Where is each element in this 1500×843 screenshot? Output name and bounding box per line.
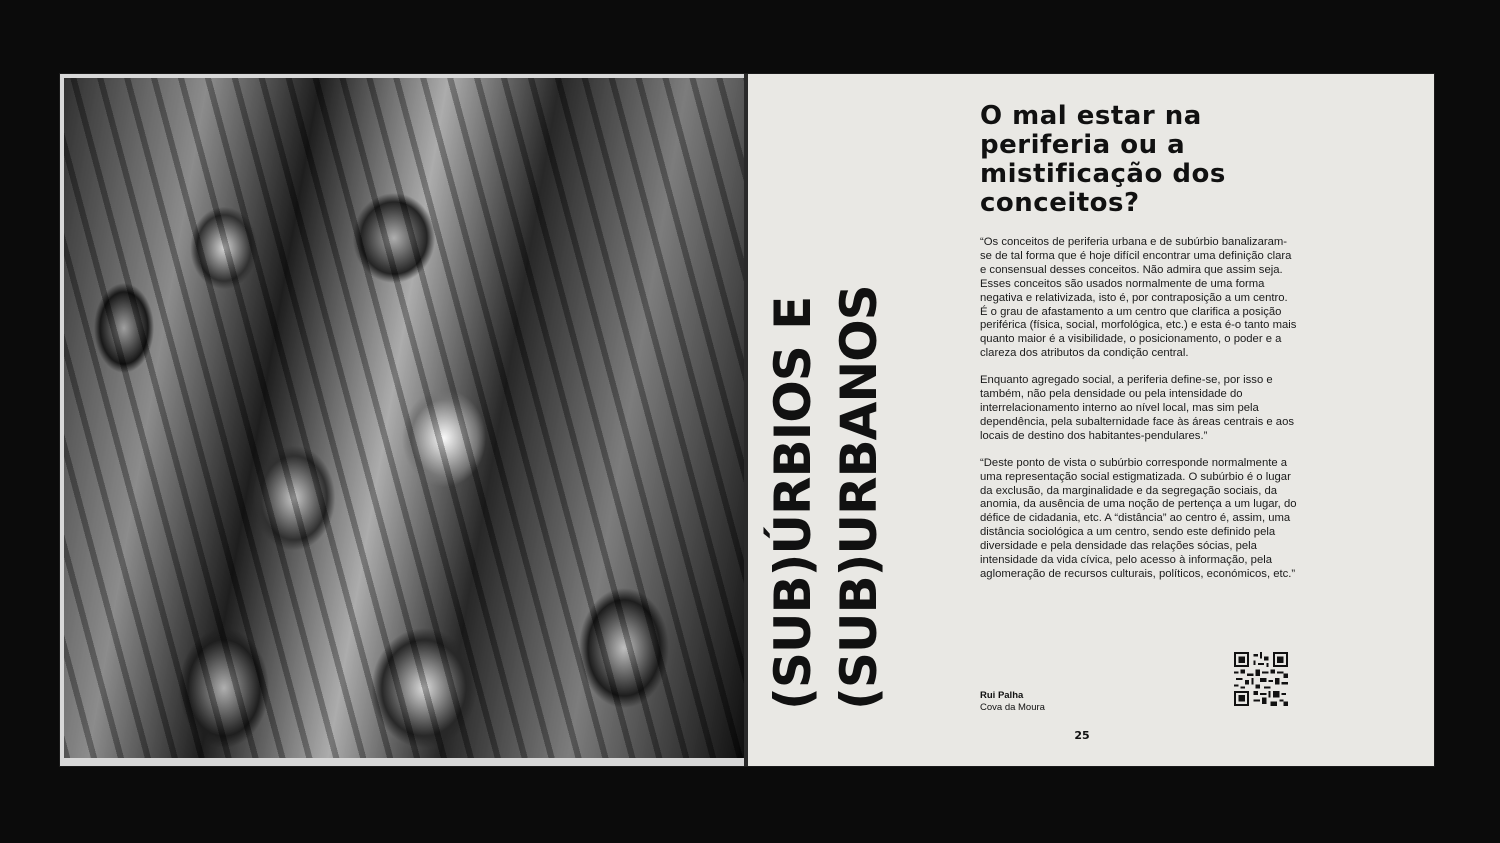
crowd-photo [64, 78, 744, 758]
magazine-spread [60, 74, 1434, 766]
qr-code-icon[interactable] [1234, 652, 1288, 706]
paragraph-3: “Deste ponto de vista o subúrbio corresponde normalmente a uma representação social estigmatizada. O subúrbio é o lugar da exclusão, da marginalidade e da segregação sociais, da anomia, da ausência de uma noção de pertença a um lugar, do défice de cidadania, etc. A “distância” ao centro é, assim, uma distância sociológica a um centro, sendo este definido pela diversidade e pela densidade das relações sócias, pela intensidade da vida cívica, pelo acesso à informação, pela aglomeração de recursos culturais, políticos, económicos, etc.” [980, 456, 1297, 580]
right-page [748, 74, 1434, 766]
author-place: Cova da Moura [980, 702, 1045, 713]
article-body [980, 236, 1298, 595]
article-title: O mal estar na periferia ou a mistificação dos conceitos? [980, 101, 1226, 218]
page-number: 25 [1074, 729, 1090, 742]
paragraph-2: Enquanto agregado social, a periferia define-se, por isso e também, não pela densidade ou pela intensidade do interrelacionamento interno ao nível local, mas sim pela dependência, pela subalternidade face às áreas centrais e aos locais de destino dos habitantes-pendulares.” [980, 374, 1295, 442]
vertical-headline-line-2: (SUB)URBANOS [830, 285, 888, 710]
vertical-headline [764, 74, 918, 766]
vertical-headline-line-1: (SUB)ÚRBIOS E [764, 296, 822, 710]
author-name: Rui Palha [980, 690, 1024, 701]
paragraph-1: “Os conceitos de periferia urbana e de subúrbio banalizaram-se de tal forma que é hoje difícil encontrar uma definição clara e consensual desses conceitos. Não admira que assim seja. Esses conceitos são usados normalmente de uma forma negativa e relativizada, isto é, por contraposição a um centro. É o grau de afastamento a um centro que clarifica a posição periférica (física, social, morfológica, etc.) e esta é-o tanto mais quanto maior é a visibilidade, o posicionamento, o poder e a clareza dos atributos da condição central. [980, 236, 1297, 360]
author-credit [980, 690, 1045, 714]
left-page [60, 74, 746, 766]
